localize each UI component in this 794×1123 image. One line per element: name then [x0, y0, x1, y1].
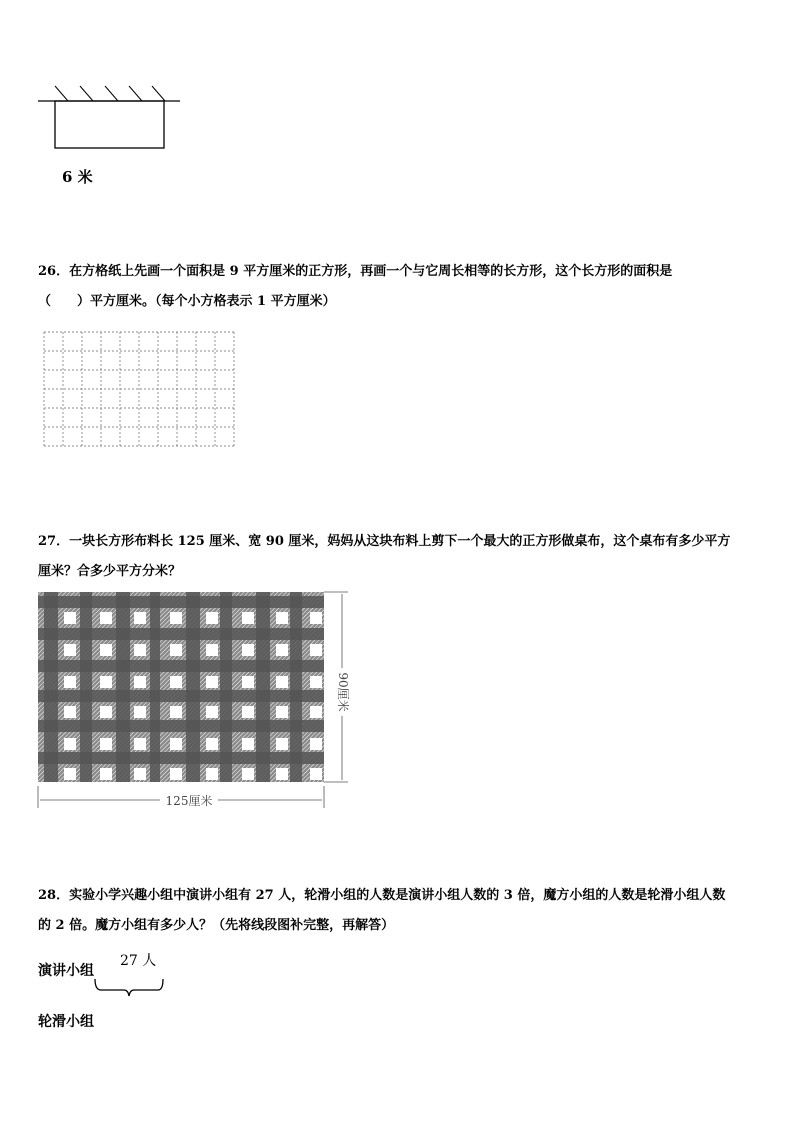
- q27-height-label: 90厘米: [336, 672, 350, 712]
- brace-label: 27 人: [120, 953, 157, 969]
- q27-text-line2: 厘米？合多少平方分米？: [38, 564, 182, 579]
- q27-width-label: 125厘米: [165, 794, 213, 808]
- q25-width-label: 6 米: [62, 168, 93, 186]
- group1-label: 演讲小组: [38, 963, 94, 979]
- q28-text-line1: 28．实验小学兴趣小组中演讲小组有 27 人，轮滑小组的人数是演讲小组人数的 3 倍，魔方小组的人数是轮滑小组人数: [38, 888, 726, 903]
- group2-label: 轮滑小组: [38, 1014, 94, 1030]
- q27-text-line1: 27．一块长方形布料长 125 厘米、宽 90 厘米，妈妈从这块布料上剪下一个最大的正方形做桌布，这个桌布有多少平方: [38, 534, 731, 549]
- q28-text-line2: 的 2 倍。魔方小组有多少人？（先将线段图补完整，再解答）: [38, 918, 395, 933]
- brace: [95, 979, 163, 996]
- q26-text-line1: 26．在方格纸上先画一个面积是 9 平方厘米的正方形，再画一个与它周长相等的长方形，这个长方形的面积是: [38, 264, 673, 279]
- q26-text-line2: （ ）平方厘米。（每个小方格表示 1 平方厘米）: [38, 294, 336, 309]
